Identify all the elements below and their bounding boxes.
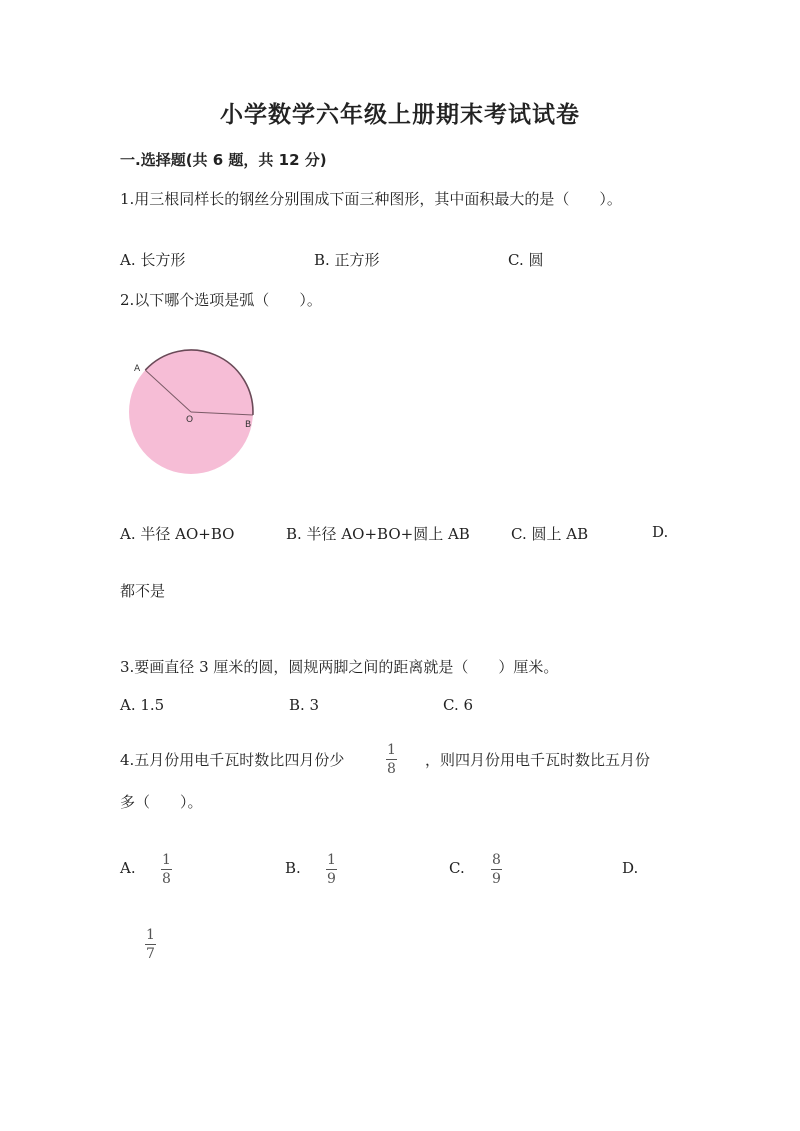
q3-option-b: B. 3 — [289, 696, 320, 714]
point-b-label: B — [245, 420, 252, 430]
q4-option-c-fraction — [491, 852, 502, 887]
q2-option-c: C. 圆上 AB — [511, 525, 589, 543]
q4-option-b-fraction — [326, 852, 337, 887]
fraction-numerator: 1 — [146, 927, 155, 943]
q4-option-b-label: B. — [285, 859, 301, 877]
q4-stem-fraction — [386, 742, 397, 777]
q1-option-c: C. 圆 — [508, 251, 544, 269]
fraction-numerator: 8 — [492, 852, 501, 868]
q3-option-c: C. 6 — [443, 696, 474, 714]
fraction-denominator: 8 — [387, 761, 396, 777]
fraction-denominator: 9 — [327, 871, 336, 887]
question-4-stem-start: 4.五月份用电千瓦时数比四月份少 — [120, 751, 345, 769]
q4-option-d-label: D. — [622, 859, 639, 877]
question-1-stem: 1.用三根同样长的钢丝分别围成下面三种图形，其中面积最大的是（ ）。 — [120, 190, 622, 208]
question-4-stem-line2: 多（ ）。 — [120, 793, 203, 811]
question-3-stem: 3.要画直径 3 厘米的圆，圆规两脚之间的距离就是（ ）厘米。 — [120, 658, 559, 676]
fraction-bar — [161, 869, 172, 870]
fraction-bar — [491, 869, 502, 870]
q4-option-a-fraction — [161, 852, 172, 887]
q4-option-a-label: A. — [120, 859, 136, 877]
fraction-numerator: 1 — [162, 852, 171, 868]
fraction-bar — [386, 759, 397, 760]
q4-option-d-fraction — [145, 927, 156, 962]
q1-option-b: B. 正方形 — [314, 251, 380, 269]
question-4-stem-end: ，则四月份用电千瓦时数比五月份 — [425, 751, 651, 769]
fraction-bar — [145, 944, 156, 945]
fraction-denominator: 9 — [492, 871, 501, 887]
page-title: 小学数学六年级上册期末考试试卷 — [220, 102, 580, 128]
question-2-stem: 2.以下哪个选项是弧（ ）。 — [120, 291, 322, 309]
point-o-label: O — [186, 415, 194, 425]
q2-option-d: D. — [652, 523, 669, 541]
circle-figure — [118, 340, 268, 485]
q4-option-c-label: C. — [449, 859, 465, 877]
fraction-denominator: 8 — [162, 871, 171, 887]
q2-option-b: B. 半径 AO+BO+圆上 AB — [286, 525, 470, 543]
q2-option-d-text: 都不是 — [120, 582, 166, 600]
fraction-numerator: 1 — [327, 852, 336, 868]
q2-option-a: A. 半径 AO+BO — [120, 525, 235, 543]
fraction-denominator: 7 — [146, 946, 155, 962]
q3-option-a: A. 1.5 — [120, 696, 165, 714]
q1-option-a: A. 长方形 — [120, 251, 186, 269]
point-a-label: A — [134, 364, 141, 374]
fraction-numerator: 1 — [387, 742, 396, 758]
fraction-bar — [326, 869, 337, 870]
section-heading: 一.选择题(共 6 题，共 12 分) — [120, 151, 327, 169]
